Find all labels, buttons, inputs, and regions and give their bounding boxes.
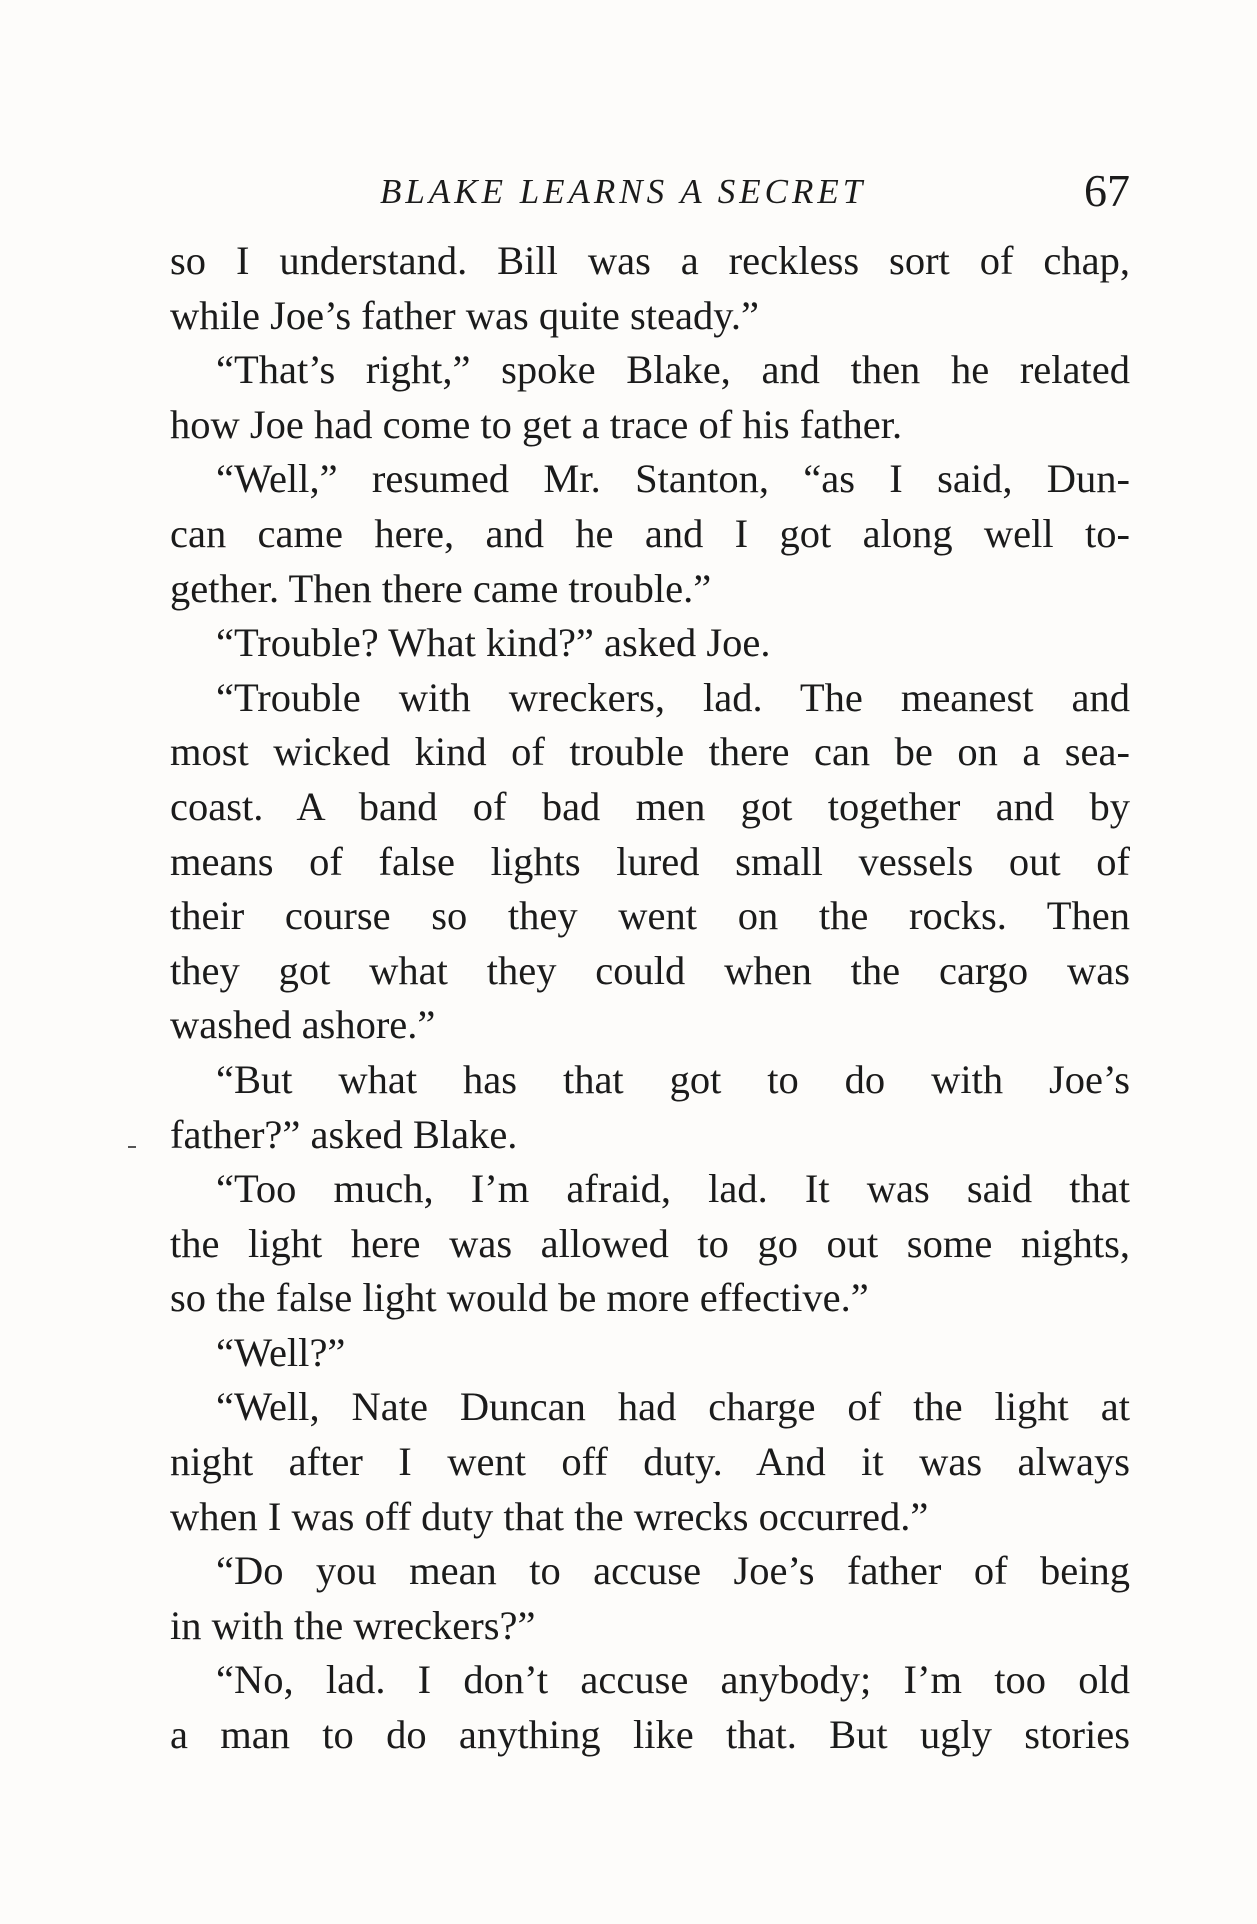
body-text [170,234,1130,1763]
text-line: “Well, Nate Duncan had charge of the light at [216,1384,1130,1430]
running-title: BLAKE LEARNS A SECRET [380,172,867,211]
text-line: night after I went off duty. And it was always [170,1439,1130,1485]
text-line: “Trouble? What kind?” asked Joe. [216,620,771,666]
text-line: “That’s right,” spoke Blake, and then he related [216,347,1130,393]
text-line: how Joe had come to get a trace of his father. [170,401,903,447]
text-line: “Do you mean to accuse Joe’s father of being [216,1548,1130,1594]
text-line: “Well,” resumed Mr. Stanton, “as I said, Dun- [216,456,1130,502]
text-line: while Joe’s father was quite steady.” [170,292,759,338]
running-header [170,165,1130,228]
text-line: when I was off duty that the wrecks occurred.” [170,1493,929,1539]
text-line: “But what has that got to do with Joe’s [216,1056,1130,1102]
text-line: most wicked kind of trouble there can be on a sea- [170,729,1130,775]
margin-mark [128,1146,136,1148]
text-line: father?” asked Blake. [170,1111,518,1157]
text-line: can came here, and he and I got along well to- [170,510,1130,556]
text-line: so I understand. Bill was a reckless sort of chap, [170,238,1130,283]
text-line: a man to do anything like that. But ugly stories [170,1712,1130,1758]
text-line: washed ashore.” [170,1002,436,1048]
text-line: so the false light would be more effective.” [170,1275,869,1321]
text-line: the light here was allowed to go out some nights, [170,1220,1130,1266]
text-line: coast. A band of bad men got together and by [170,783,1130,829]
text-line: “No, lad. I don’t accuse anybody; I’m too old [216,1657,1130,1703]
text-line: means of false lights lured small vessels out of [170,838,1130,884]
text-line: their course so they went on the rocks. Then [170,893,1130,939]
page-number: 67 [1084,165,1130,216]
text-line: in with the wreckers?” [170,1602,536,1648]
text-line: “Too much, I’m afraid, lad. It was said that [216,1166,1130,1212]
text-line: they got what they could when the cargo was [170,947,1130,993]
text-line: “Well?” [216,1329,346,1375]
text-line: gether. Then there came trouble.” [170,565,712,611]
text-line: “Trouble with wreckers, lad. The meanest and [216,674,1130,720]
